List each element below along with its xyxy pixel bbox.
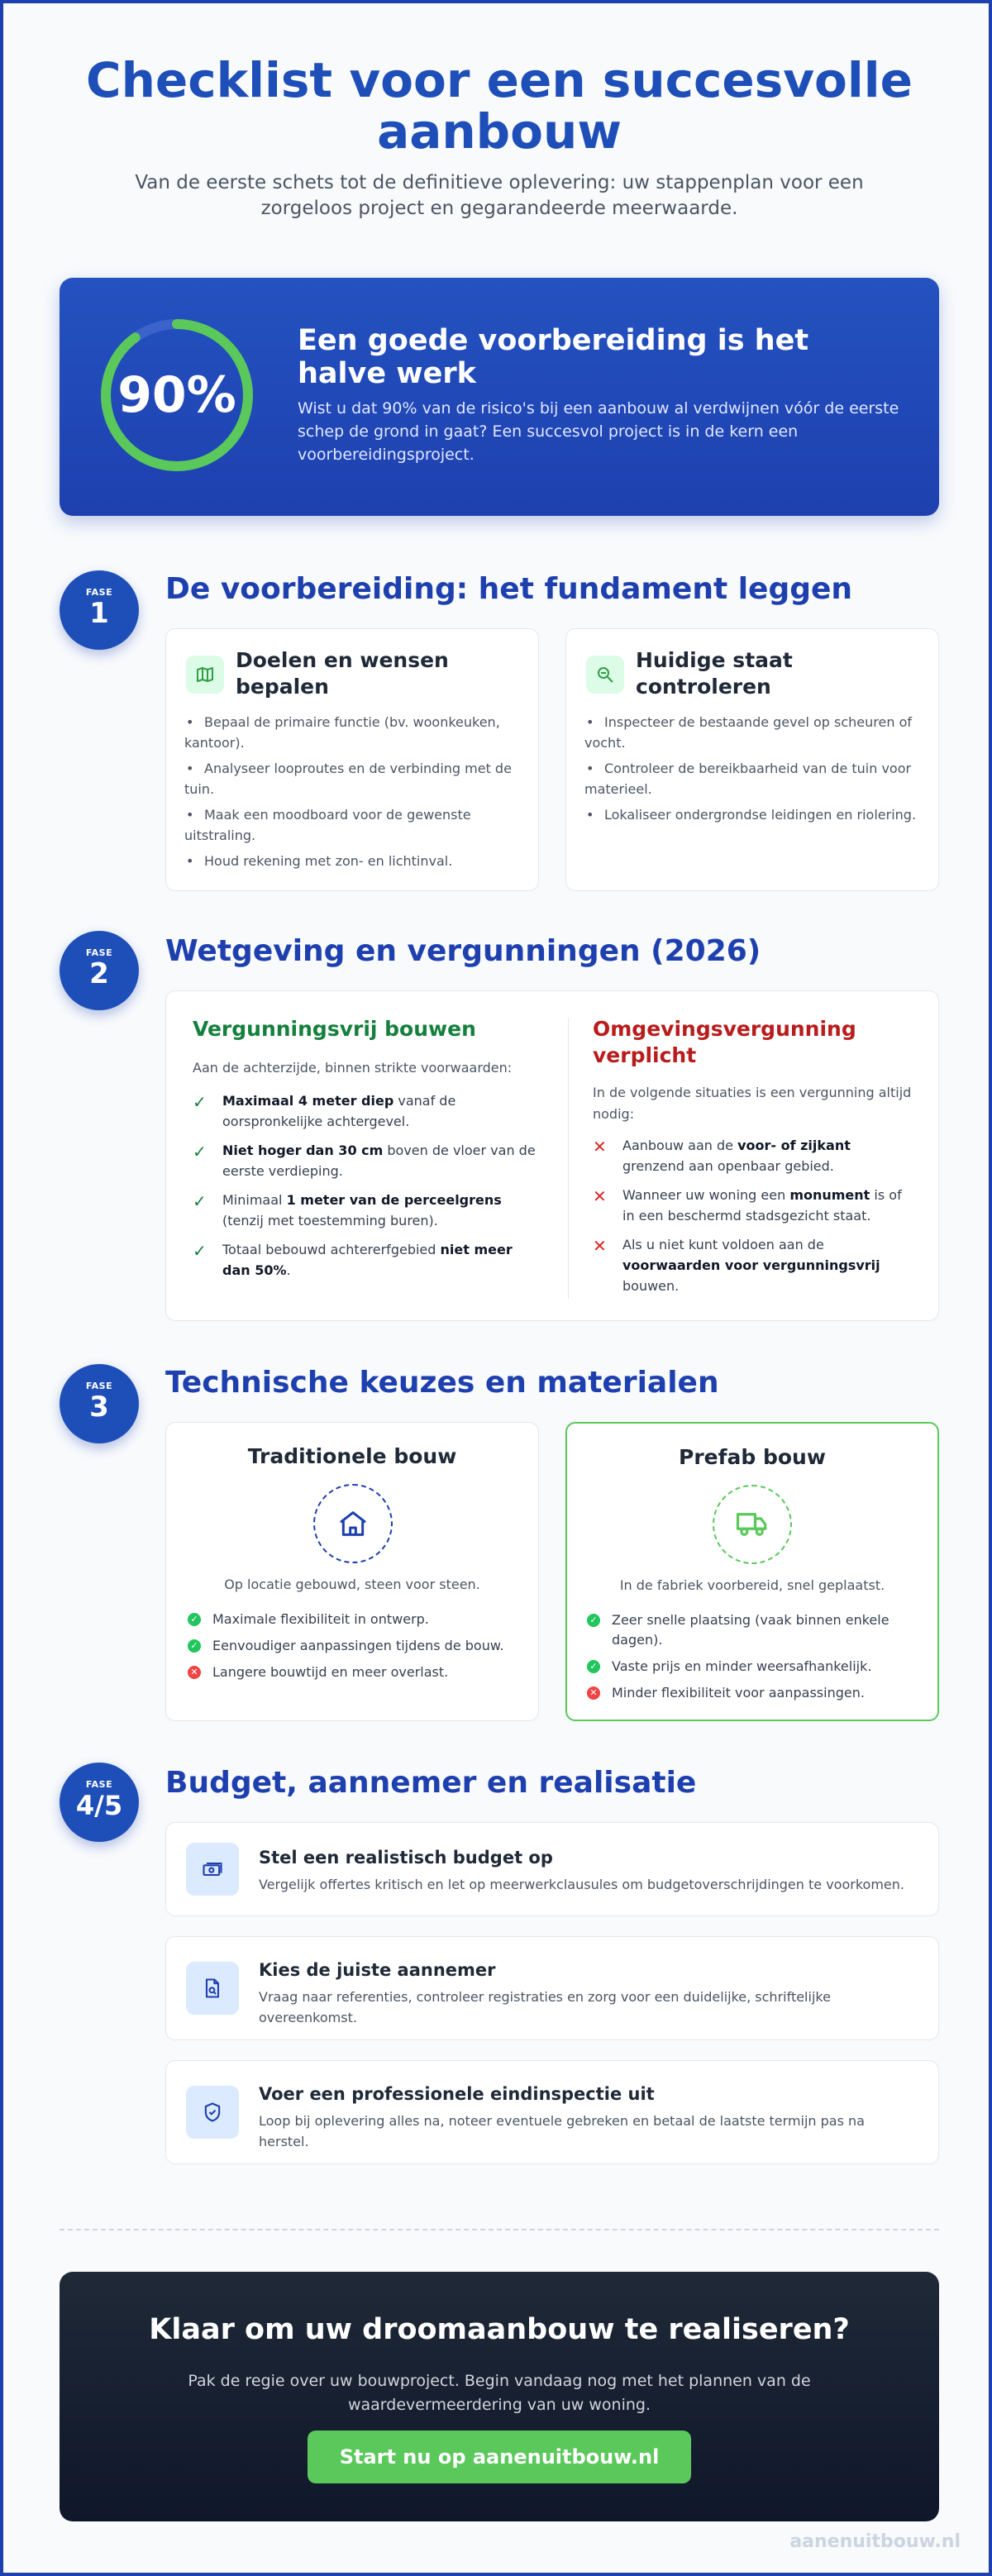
phase-3-badge: [60, 1364, 139, 1443]
permit-required-item: ✕ Wanneer uw woning een monument is of in een beschermd stadsgezicht staat.: [593, 1186, 902, 1224]
phase-badge-label: FASE: [85, 1381, 113, 1391]
footer-brand: aanenuitbouw.nl: [789, 2531, 961, 2552]
page-title: Checklist voor een succesvolle aanbouw: [86, 52, 913, 160]
pro-item: ✓ Eenvoudiger aanpassingen tijdens de bouw.: [188, 1636, 518, 1656]
option-description: Op locatie gebouwd, steen voor steen.: [224, 1577, 480, 1592]
permit-free-item: ✓ Minimaal 1 meter van de perceelgrens (tenzij met toestemming buren).: [193, 1191, 502, 1228]
check-circle-icon: ✓: [587, 1614, 600, 1627]
row-text: Vergelijk offertes kritisch en let op meerwerkclausules om budgetoverschrijdingen te voorkomen.: [259, 1877, 904, 1892]
phase-2-badge: [60, 931, 139, 1010]
permit-free-title: Vergunningsvrij bouwen: [193, 1017, 476, 1041]
truck-icon: [713, 1485, 792, 1564]
row-text: Loop bij oplevering alles na, noteer eventuele gebreken en betaal de laatste termijn pas na herstel.: [259, 2113, 865, 2149]
inspect-icon: [586, 656, 624, 694]
column-divider: [568, 1018, 569, 1299]
x-circle-icon: ✕: [188, 1666, 201, 1679]
list-item: • Lokaliseer ondergrondse leidingen en riolering.: [584, 804, 923, 825]
list-item: • Maak een moodboard voor de gewenste uitstraling.: [184, 804, 523, 846]
cta-text: Pak de regie over uw bouwproject. Begin vandaag nog met het plannen van de waardevermeerdering van uw woning.: [188, 2372, 811, 2414]
goals-list: [184, 712, 523, 876]
budget-row: [165, 1822, 939, 1916]
document-search-icon: [186, 1962, 239, 2015]
row-title: Voer een professionele eindinspectie uit: [259, 2084, 655, 2104]
pro-item: ✓ Vaste prijs en minder weersafhankelijk.: [587, 1657, 918, 1677]
list-item: • Inspecteer de bestaande gevel op scheuren of vocht.: [584, 712, 923, 753]
phase-badge-label: FASE: [85, 587, 113, 598]
cross-icon: ✕: [593, 1137, 607, 1157]
inspection-row: [165, 2060, 939, 2164]
option-title: Traditionele bouw: [247, 1444, 457, 1468]
stat-title: Een goede voorbereiding is het halve werk: [298, 324, 809, 390]
permit-free-item: ✓ Niet hoger dan 30 cm boven de vloer van de eerste verdieping.: [193, 1142, 536, 1179]
permit-required-title: Omgevingsvergunning verplicht: [593, 1017, 856, 1067]
pro-item: ✓ Zeer snelle plaatsing (vaak binnen enkele dagen).: [587, 1610, 918, 1650]
page-subtitle: Van de eerste schets tot de definitieve oplevering: uw stappenplan voor een zorgeloos project en gegarandeerde meerwaarde.: [135, 172, 864, 219]
cta-section: [60, 2272, 939, 2521]
phase-45-title: Budget, aannemer en realisatie: [165, 1766, 697, 1800]
cross-icon: ✕: [593, 1236, 607, 1256]
phase-1-badge: [60, 570, 139, 650]
check-icon: ✓: [193, 1142, 207, 1162]
x-circle-icon: ✕: [587, 1686, 600, 1700]
permit-free-item: ✓ Maximaal 4 meter diep vanaf de oorspronkelijke achtergevel.: [193, 1092, 456, 1129]
con-item: ✕ Minder flexibiliteit voor aanpassingen.: [587, 1683, 918, 1703]
row-title: Kies de juiste aannemer: [259, 1960, 496, 1980]
permit-required-intro: In de volgende situaties is een vergunning altijd nodig:: [593, 1085, 912, 1122]
phase-1-title: De voorbereiding: het fundament leggen: [165, 572, 853, 606]
pro-item: ✓ Maximale flexibiliteit in ontwerp.: [188, 1610, 518, 1629]
phase-badge-number: 2: [89, 957, 109, 990]
row-title: Stel een realistisch budget op: [259, 1848, 553, 1868]
card-title: Doelen en wensen bepalen: [236, 648, 449, 699]
phase-badge-label: FASE: [85, 1779, 113, 1790]
stat-percent: 90%: [117, 366, 236, 424]
check-circle-icon: ✓: [587, 1660, 600, 1673]
cross-icon: ✕: [593, 1186, 607, 1206]
goals-card: [165, 628, 539, 891]
traditional-option-card: [165, 1422, 539, 1721]
phase-3-title: Technische keuzes en materialen: [165, 1366, 719, 1400]
contractor-row: [165, 1936, 939, 2040]
section-divider: [60, 2229, 939, 2230]
row-text: Vraag naar referenties, controleer registraties en zorg voor een duidelijke, schriftelijke overeenkomst.: [259, 1989, 831, 2025]
phase-badge-number: 4/5: [75, 1790, 123, 1821]
inspect-card: [565, 628, 939, 891]
map-icon: [186, 656, 224, 694]
list-item: • Houd rekening met zon- en lichtinval.: [184, 851, 523, 871]
money-icon: [186, 1843, 239, 1896]
permit-free-intro: Aan de achterzijde, binnen strikte voorwaarden:: [193, 1060, 513, 1076]
phase-45-badge: [60, 1763, 139, 1842]
stat-text: Wist u dat 90% van de risico's bij een aanbouw al verdwijnen vóór de eerste schep de grond in gaat? Een succesvol project is in de kern een voorbereidingsproject.: [298, 399, 899, 464]
list-item: • Bepaal de primaire functie (bv. woonkeuken, kantoor).: [184, 712, 523, 753]
check-icon: ✓: [193, 1092, 207, 1112]
permit-required-item: ✕ Als u niet kunt voldoen aan de voorwaarden voor vergunningsvrij bouwen.: [593, 1236, 880, 1294]
check-icon: ✓: [193, 1191, 207, 1211]
check-circle-icon: ✓: [188, 1639, 201, 1653]
start-button[interactable]: Start nu op aanenuitbouw.nl: [308, 2431, 691, 2483]
con-item: ✕ Langere bouwtijd en meer overlast.: [188, 1662, 518, 1682]
prefab-option-card: [565, 1422, 939, 1721]
option-title: Prefab bouw: [679, 1445, 826, 1469]
list-item: • Analyseer looproutes en de verbinding met de tuin.: [184, 758, 523, 799]
phase-2-title: Wetgeving en vergunningen (2026): [165, 934, 761, 968]
cta-title: Klaar om uw droomaanbouw te realiseren?: [149, 2313, 850, 2346]
shield-check-icon: [186, 2086, 239, 2139]
stat-card: [60, 278, 939, 516]
card-title: Huidige staat controleren: [636, 648, 793, 699]
check-circle-icon: ✓: [188, 1613, 201, 1626]
phase-badge-number: 3: [89, 1391, 109, 1424]
permit-required-item: ✕ Aanbouw aan de voor- of zijkant grenzend aan openbaar gebied.: [593, 1137, 851, 1174]
inspect-list: [584, 712, 923, 830]
list-item: • Controleer de bereikbaarheid van de tuin voor materieel.: [584, 758, 923, 799]
phase-badge-label: FASE: [85, 947, 113, 958]
option-description: In de fabriek voorbereid, snel geplaatst.: [619, 1577, 885, 1593]
phase-badge-number: 1: [89, 597, 109, 630]
house-icon: [313, 1484, 393, 1563]
permit-free-item: ✓ Totaal bebouwd achtererfgebied niet meer dan 50%.: [193, 1241, 513, 1278]
permits-card: [165, 990, 939, 1321]
check-icon: ✓: [193, 1241, 207, 1261]
